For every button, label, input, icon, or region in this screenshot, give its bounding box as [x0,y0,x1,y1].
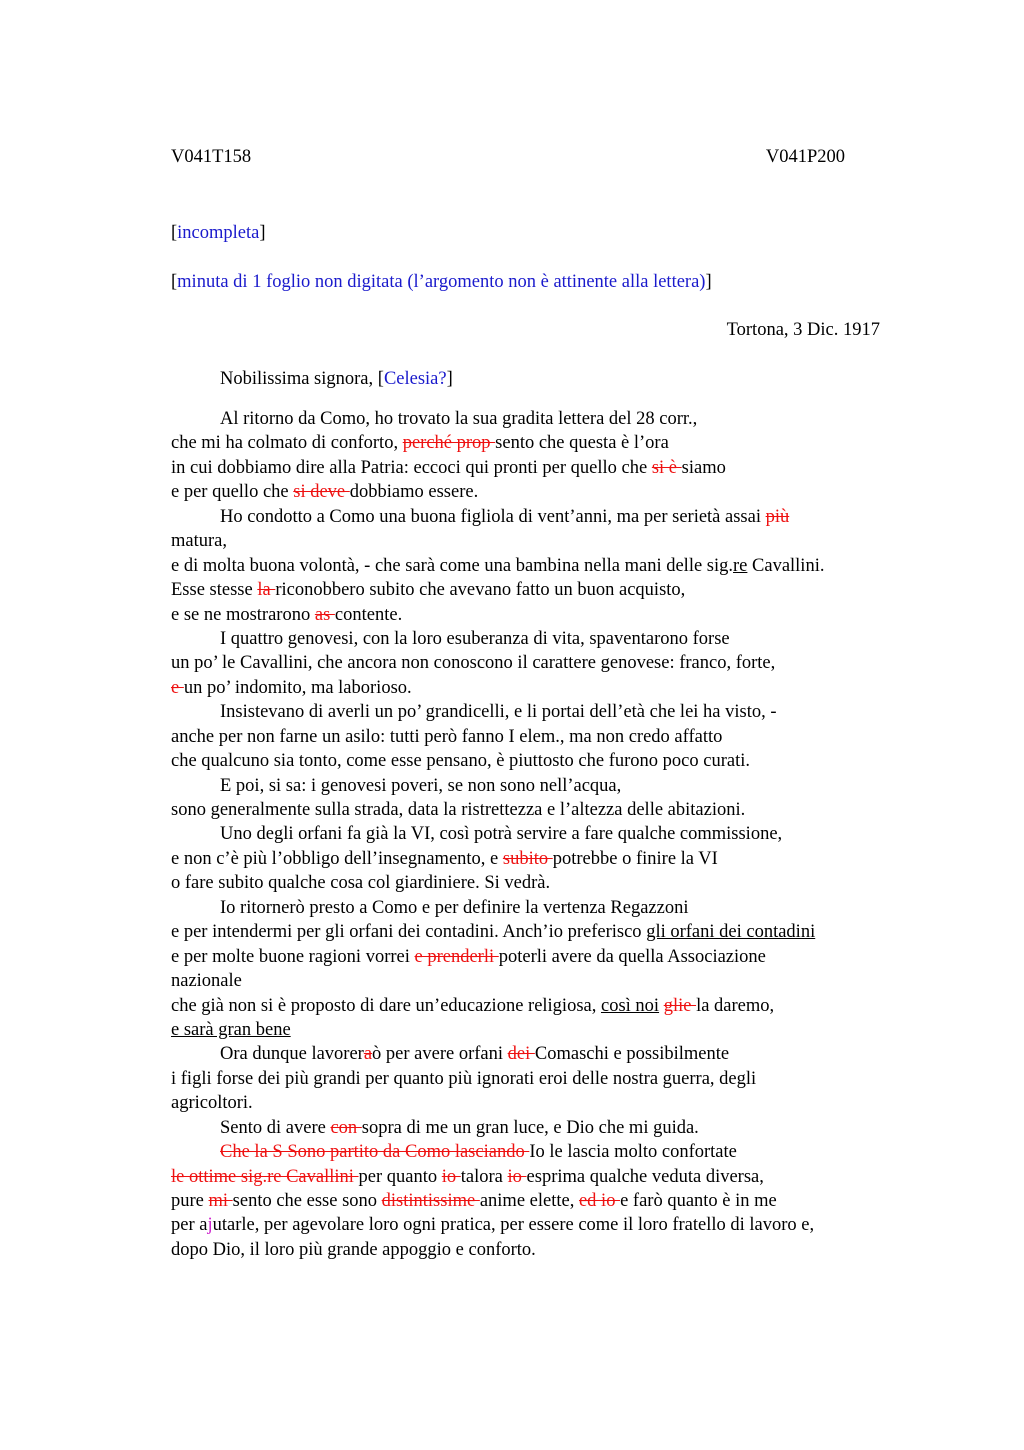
struck-text: con [330,1117,362,1138]
struck-text: la [257,580,276,601]
letter-line [171,920,901,944]
letter-line [171,431,901,455]
struck-text: glie [663,995,697,1016]
line-text: che qualcuno sia tonto, come esse pensano, è piuttosto che furono poco curati. [171,751,750,772]
line-text: Cavallini. [747,555,825,576]
underlined-text: così noi [600,995,660,1016]
document-code-right: V041P200 [765,147,845,167]
inserted-text: j [207,1215,213,1236]
line-text: poterli avere da quella Associazione [498,946,766,967]
line-text: sento che esse sono [232,1191,382,1211]
struck-text: si deve [293,482,350,503]
line-text: anime elette, [479,1191,579,1211]
line-text: Ora dunque lavorer [220,1044,364,1065]
line-text: e per intendermi per gli orfani dei contadini. Anch’io preferisco [171,922,647,943]
salutation-text: Nobilissima signora, [220,369,378,389]
letter-line [171,676,901,700]
line-text: un po’ le Cavallini, che ancora non conoscono il carattere genovese: franco, forte, [171,653,776,674]
struck-text: a [363,1044,373,1065]
underlined-text: re [733,555,748,576]
line-text: riconobbero subito che avevano fatto un buon acquisto, [275,580,686,601]
letter-line [171,725,901,749]
line-text: siamo [681,457,726,478]
line-text: E poi, si sa: i genovesi poveri, se non sono nell’acqua, [220,775,622,796]
letter-line [171,749,901,773]
letter-date: Tortona, 3 Dic. 1917 [726,320,880,340]
line-text: dobbiamo essere. [349,482,479,503]
struck-text: io [507,1166,527,1187]
letter-line [171,847,901,871]
struck-text: subito [502,848,553,869]
line-text: e per molte buone ragioni vorrei [171,946,415,967]
letter-line [171,994,901,1018]
line-text: dopo Dio, il loro più grande appoggio e conforto. [171,1239,536,1260]
letter-body [171,407,901,1262]
line-text: in cui dobbiamo dire alla Patria: eccoci qui pronti per quello che [171,457,652,478]
struck-text: perché prop [402,433,496,454]
line-text: Uno degli orfani fa già la VI, così potrà servire a fare qualche commissione, [220,824,783,845]
line-text: e per quello che [171,482,294,503]
letter-line [171,871,901,895]
note-incompleta-text: incompleta [177,223,260,243]
line-text: che mi ha colmato di conforto, [171,433,403,454]
struck-text: distintissime [381,1191,480,1211]
line-text: un po’ indomito, ma laborioso. [183,677,412,698]
line-text: utarle, per agevolare loro ogni pratica, per essere come il loro fratello di lavoro e, [212,1215,815,1236]
struck-text: si è [651,457,682,478]
letter-line [171,1165,901,1189]
line-text: Sento di avere [220,1117,331,1138]
letter-line [171,578,901,602]
line-text: agricoltori. [171,1093,253,1114]
letter-line [171,1018,901,1042]
letter-line [171,1140,901,1164]
line-text: sopra di me un gran luce, e Dio che mi guida. [361,1117,699,1138]
line-text: I quattro genovesi, con la loro esuberanza di vita, spaventarono forse [220,628,730,649]
struck-text: le ottime sig.re Cavallini [171,1166,359,1187]
letter-page [171,145,901,1262]
struck-text: Che la S Sono partito da Como lasciando [220,1142,530,1163]
line-text: nazionale [171,971,242,992]
line-text: talora [460,1166,508,1187]
line-text: ò per avere orfani [372,1044,508,1065]
letter-line [171,505,901,529]
letter-line [171,407,901,431]
letter-line [171,1213,901,1237]
line-text: sento che questa è l’ora [495,433,669,454]
line-text: Io ritornerò presto a Como e per definire la vertenza Regazzoni [220,897,689,918]
line-text: per quanto [358,1166,442,1187]
line-text: Insistevano di averli un po’ grandicelli, e li portai dell’età che lei ha visto, - [220,702,777,723]
line-text: esprima qualche veduta diversa, [526,1166,764,1187]
underlined-text: e sarà gran bene [171,1019,291,1040]
line-text: Comaschi e possibilmente [534,1044,730,1065]
line-text: potrebbe o finire la VI [552,848,718,869]
letter-line [171,480,901,504]
line-text: Al ritorno da Como, ho trovato la sua gradita lettera del 28 corr., [220,409,698,429]
line-text: sono generalmente sulla strada, data la ristrettezza e l’altezza delle abitazioni. [171,800,746,820]
editorial-note-minuta: [minuta di 1 foglio non digitata (l’argomento non è attinente alla lettera)] [171,272,712,292]
letter-line [171,456,901,480]
letter-line [171,774,901,798]
letter-line [171,945,901,969]
line-text: o fare subito qualche cosa col giardiniere. Si vedrà. [171,873,551,894]
line-text: Io le lascia molto confortate [529,1142,737,1163]
letter-line [171,969,901,993]
header-codes [171,145,901,169]
letter-line [171,554,901,578]
struck-text: più [765,506,790,527]
letter-line [171,1067,901,1091]
letter-line [171,529,901,553]
salutation-recipient: Celesia? [383,369,447,389]
letter-line [171,700,901,724]
line-text: contente. [334,604,403,625]
line-text: matura, [171,531,227,552]
line-text: e di molta buona volontà, - che sarà come una bambina nella mani delle sig. [171,555,734,576]
underlined-text: gli orfani dei contadini [646,922,816,943]
line-text: i figli forse dei più grandi per quanto più ignorati eroi delle nostra guerra, degli [171,1068,757,1089]
line-text: che già non si è proposto di dare un’educazione religiosa, [171,995,601,1016]
letter-line [171,1238,901,1262]
line-text: per a [171,1215,208,1236]
note-minuta-text: minuta di 1 foglio non digitata (l’argomento non è attinente alla lettera) [177,272,706,292]
struck-text: mi [208,1191,233,1211]
letter-line [171,1189,901,1213]
document-code-left: V041T158 [171,147,252,167]
letter-line [171,603,901,627]
struck-text: io [441,1166,461,1187]
letter-line [171,651,901,675]
letter-line [171,896,901,920]
letter-line [171,798,901,822]
struck-text: as [314,604,335,625]
line-text: pure [171,1191,209,1211]
letter-line [171,1091,901,1115]
line-text: anche per non farne un asilo: tutti però fanno I elem., ma non credo affatto [171,726,723,747]
letter-line [171,627,901,651]
letter-line [171,822,901,846]
struck-text: e prenderli [414,946,499,967]
line-text: e non c’è più l’obbligo dell’insegnamento, e [171,848,503,869]
line-text: e se ne mostrarono [171,604,315,625]
line-text: la daremo, [696,995,775,1016]
letter-line [171,1042,901,1066]
line-text: Ho condotto a Como una buona figliola di vent’anni, ma per serietà assai [220,506,766,527]
line-text: e farò quanto è in me [620,1191,777,1211]
struck-text: ed io [578,1191,621,1211]
letter-line [171,1116,901,1140]
struck-text: dei [507,1044,535,1065]
struck-text: e [171,677,184,698]
salutation: Nobilissima signora, [Celesia?] [220,369,453,389]
editorial-note-incompleta: [incompleta] [171,223,266,243]
line-text: Esse stesse [171,580,258,601]
